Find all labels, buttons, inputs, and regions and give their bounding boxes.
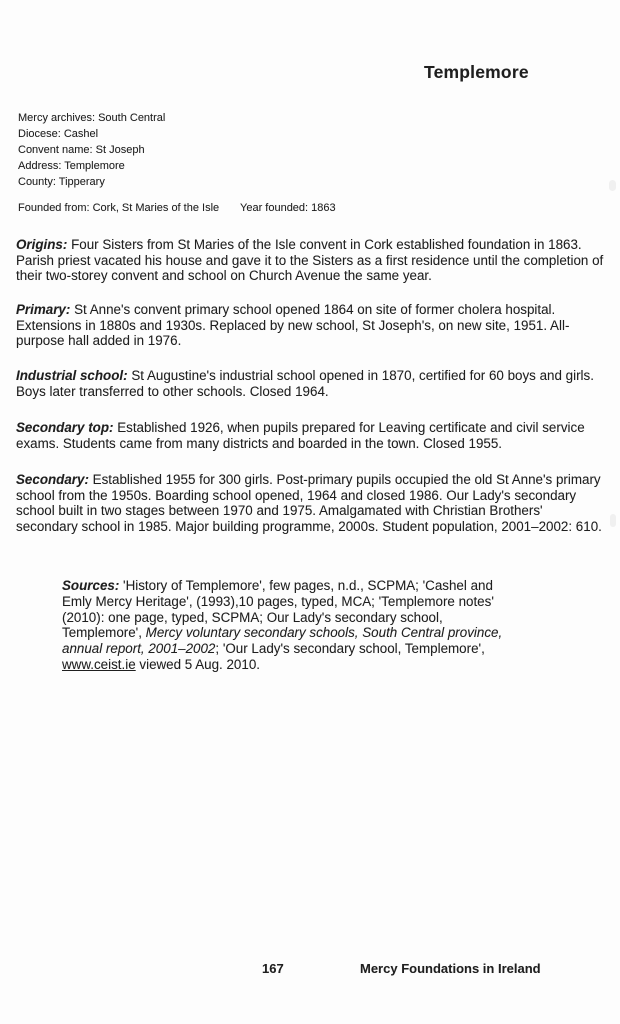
page-number: 167 [262, 961, 284, 976]
paragraph-text-primary: St Anne's convent primary school opened 1864 on site of former cholera hospital. Extensions in 1880s and 1930s. Replaced by new school, St Joseph's, on new site, 1951. All-purpose hall added in 1976. [16, 302, 570, 349]
scan-artifact [609, 180, 616, 191]
paragraph-secondary-top [16, 420, 605, 451]
paragraph-label-industrial-school: Industrial school: [16, 368, 128, 383]
archive-metadata-block [18, 110, 165, 190]
sources-block [62, 578, 517, 673]
sources-text-2: ; 'Our Lady's secondary school, Templemore', [215, 641, 485, 657]
page-title: Templemore [424, 62, 529, 82]
paragraph-label-secondary-top: Secondary top: [16, 420, 114, 435]
year-founded-text: Year founded: 1863 [240, 202, 336, 214]
paragraph-label-primary: Primary: [16, 302, 71, 317]
paragraph-text-secondary: Established 1955 for 300 girls. Post-primary pupils occupied the old St Anne's primary school from the 1950s. Boarding school opened, 1964 and closed 1986. Our Lady's secondary school built in two stages between 1970 and 1975. Amalgamated with Christian Brothers' secondary school in 1985. Major building programme, 2000s. Student population, 2001–2002: 610. [16, 472, 602, 535]
book-title: Mercy Foundations in Ireland [360, 961, 541, 976]
sources-text-3: viewed 5 Aug. 2010. [135, 656, 260, 672]
paragraph-primary [16, 302, 605, 349]
metadata-line-convent-name: Convent name: St Joseph [18, 144, 145, 156]
paragraph-label-origins: Origins: [16, 237, 68, 252]
founded-row [18, 201, 598, 215]
metadata-line-archives: Mercy archives: South Central [18, 112, 166, 124]
paragraph-secondary [16, 472, 605, 535]
ceist-url-text: www.ceist.ie [62, 656, 136, 672]
paragraph-label-secondary: Secondary: [16, 472, 89, 487]
sources-label: Sources: [62, 578, 120, 593]
metadata-line-address: Address: Templemore [18, 160, 125, 172]
scan-artifact [610, 514, 616, 527]
founded-from-text: Founded from: Cork, St Maries of the Isle [18, 202, 220, 214]
paragraph-text-secondary-top: Established 1926, when pupils prepared for Leaving certificate and civil service exams. Students came from many districts and boarded in the town. Closed 1955. [16, 420, 585, 451]
paragraph-industrial-school [16, 368, 605, 399]
metadata-line-diocese: Diocese: Cashel [18, 128, 99, 140]
sources-text-1: 'History of Templemore', few pages, n.d., SCPMA; 'Cashel and Emly Mercy Heritage', (1993),10 pages, typed, MCA; 'Templemore notes' (2010): one page, typed, SCPMA; Our Lady's secondary school, Templemore', [62, 578, 494, 641]
metadata-line-county: County: Tipperary [18, 176, 105, 188]
paragraph-origins [16, 237, 605, 284]
paragraph-text-origins: Four Sisters from St Maries of the Isle convent in Cork established foundation in 1863. Parish priest vacated his house and gave it to the Sisters as a first residence until the completion of their two-storey convent and school on Church Avenue the same year. [16, 237, 604, 284]
sources-italic-title: Mercy voluntary secondary schools, South Central province, annual report, 2001–2002 [62, 625, 503, 657]
paragraph-text-industrial-school: St Augustine's industrial school opened in 1870, certified for 60 boys and girls. Boys later transferred to other schools. Closed 1964. [16, 368, 594, 399]
